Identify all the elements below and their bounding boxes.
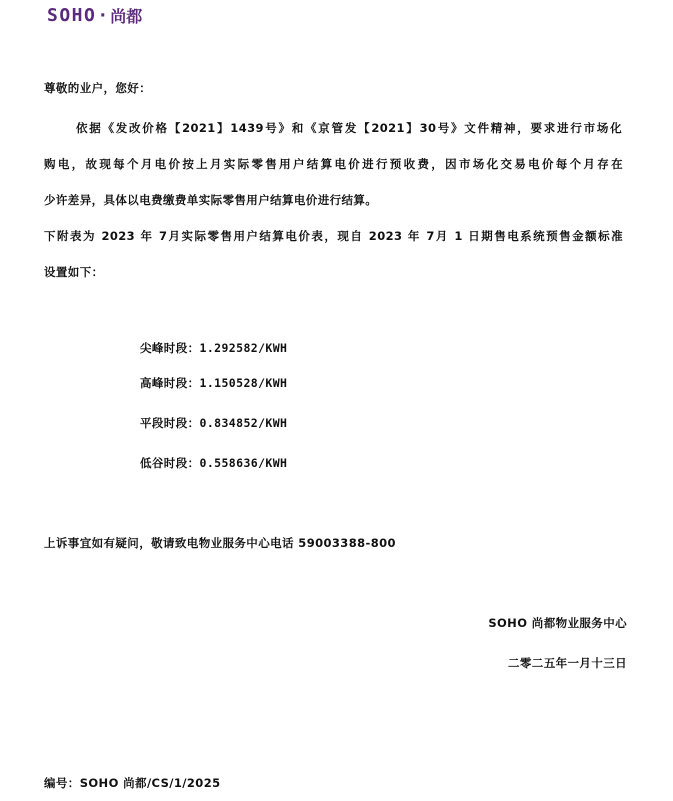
greeting: 尊敬的业户，您好： bbox=[44, 81, 152, 95]
price-row-valley bbox=[140, 456, 287, 470]
contact-line: 上诉事宜如有疑问，敬请致电物业服务中心电话 59003388-800 bbox=[44, 536, 396, 550]
logo bbox=[47, 4, 142, 26]
paragraph2-line1: 下附表为 2023 年 7月实际零售用户结算电价表，现自 2023 年 7月 1 日期售电系统预售金额标准 bbox=[44, 229, 623, 243]
price-value: 1.150528/KWH bbox=[199, 376, 288, 390]
logo-text-cjk: 尚都 bbox=[110, 6, 143, 26]
signature-org: SOHO 尚都物业服务中心 bbox=[488, 616, 627, 630]
price-label: 平段时段： bbox=[140, 416, 200, 430]
signature-date: 二零二五年一月十三日 bbox=[508, 656, 627, 670]
paragraph1-line1: 依据《发改价格【2021】1439号》和《京管发【2021】30号》文件精神，要求进行市场化 bbox=[76, 121, 622, 135]
price-row-peak bbox=[140, 376, 287, 390]
paragraph1-line2: 购电，故现每个月电价按上月实际零售用户结算电价进行预收费，因市场化交易电价每个月存在 bbox=[44, 157, 623, 171]
price-value: 0.558636/KWH bbox=[199, 456, 288, 470]
paragraph2-line2: 设置如下： bbox=[44, 265, 104, 279]
document-number: 编号：SOHO 尚都/CS/1/2025 bbox=[44, 776, 221, 790]
paragraph1-line3: 少许差异，具体以电费缴费单实际零售用户结算电价进行结算。 bbox=[44, 193, 378, 207]
price-value: 1.292582/KWH bbox=[199, 341, 288, 355]
price-label: 尖峰时段： bbox=[140, 341, 200, 355]
price-label: 低谷时段： bbox=[140, 456, 200, 470]
price-row-flat bbox=[140, 416, 287, 430]
price-row-peak-top bbox=[140, 341, 287, 355]
price-value: 0.834852/KWH bbox=[199, 416, 288, 430]
price-label: 高峰时段： bbox=[140, 376, 200, 390]
logo-separator: · bbox=[97, 4, 110, 26]
logo-text-latin: SOHO bbox=[47, 4, 97, 26]
